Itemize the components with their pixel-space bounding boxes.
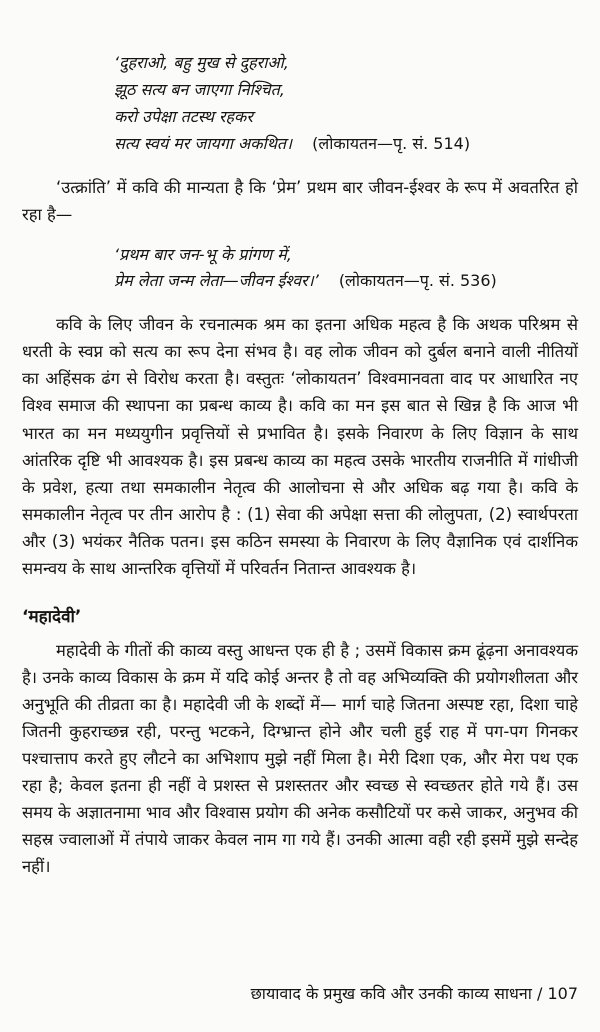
verse-line: करो उपेक्षा तटस्थ रहकर [114, 106, 253, 126]
verse-line: प्रेम लेता जन्म लेता—जीवन ईश्वर।’ [114, 271, 319, 291]
verse-line: ‘दुहराओ, बहु मुख से दुहराओ, [114, 53, 289, 72]
verse-line: ‘प्रथम बार जन-भू के प्रांगण में, [114, 244, 292, 264]
verse-line: सत्य स्वयं मर जायगा अकथित। [114, 133, 293, 153]
paragraph-mahadevi: महादेवी के गीतों की काव्य वस्तु आधन्त एक ही है ; उसमें विकास क्रम ढूंढ़ना अनावश्यक है। उनके काव्य विकास के क्रम में यदि कोई अन्तर है तो वह अभिव्यक्ति की प्रयोगशीलता और अनुभूति की तीव्रता का है। महादेवी जी के शब्दों में— मार्ग चाहे जितना अस्पष्ट रहा, दिशा चाहे जितनी कुहराच्छन्न रही, परन्तु भटकने, दिग्भ्रान्त होने और चली हुई राह में पग-पग गिनकर पश्चात्ताप करते हुए लौटने का अभिशाप मुझे नहीं मिला है। मेरी दिशा एक, और मेरा पथ एक रहा है; केवल इतना ही नहीं वे प्रशस्त से प्रशस्ततर और स्वच्छ से स्वच्छतर होते गये हैं। उस समय के अज्ञातनामा भाव और विश्वास प्रयोग की अनेक कसौटियों पर कसे जाकर, अनुभव की सहस्र ज्वालाओं में तंपाये जाकर केवल नाम गा गये हैं। उनकी आत्मा वही रही इसमें मुझे सन्देह नहीं। [22, 640, 578, 877]
paragraph-utkranti: ‘उत्क्रांति’ में कवि की मान्यता है कि ‘प्रेम’ प्रथम बार जीवन-ईश्वर के रूप में अवतरित हो रहा है— [22, 177, 578, 224]
paragraph-lokayatan-analysis: कवि के लिए जीवन के रचनात्मक श्रम का इतना अधिक महत्व है कि अथक परिश्रम से धरती के स्वप्न को सत्य का रूप देना संभव है। वह लोक जीवन को दुर्बल बनाने वाली नीतियों का अहिंसक ढंग से विरोध करता है। वस्तुतः ‘लोकायतन’ विश्वमानवता वाद पर आधारित नए विश्व समाज की स्थापना का प्रबन्ध काव्य है। कवि का मन इस बात से खिन्न है कि आज भी भारत का मन मध्ययुगीन प्रवृत्तियों से प्रभावित है। इसके निवारण के लिए विज्ञान के साथ आंतरिक दृष्टि भी आवश्यक है। इस प्रबन्ध काव्य का महत्व उसके भारतीय राजनीति में गांधीजी के प्रवेश, हत्या तथा समकालीन नेतृत्व की आलोचना से और अधिक बढ़ गया है। कवि के समकालीन नेतृत्व पर तीन आरोप है : (1) सेवा की अपेक्षा सत्ता की लोलुपता, (2) स्वार्थपरता और (3) भयंकर नैतिक पतन। इस कठिन समस्या के निवारण के लिए वैज्ञानिक एवं दार्शनिक समन्वय के साथ आन्तरिक वृत्तियों में परिवर्तन नितान्त आवश्यक है। [22, 315, 578, 578]
verse-last-row [114, 131, 578, 158]
verse-last-row [114, 268, 578, 295]
verse-block-2 [114, 242, 578, 296]
verse-line: झूठ सत्य बन जाएगा निश्चित, [114, 79, 285, 99]
verse-block-1 [114, 50, 578, 158]
page-footer: छायावाद के प्रमुख कवि और उनकी काव्य साधना / 107 [250, 984, 578, 1003]
verse-attribution: (लोकायतन—पृ. सं. 536) [338, 271, 497, 291]
section-heading-mahadevi: ‘महादेवी’ [22, 606, 82, 627]
verse-attribution: (लोकायतन—पृ. सं. 514) [312, 133, 471, 153]
